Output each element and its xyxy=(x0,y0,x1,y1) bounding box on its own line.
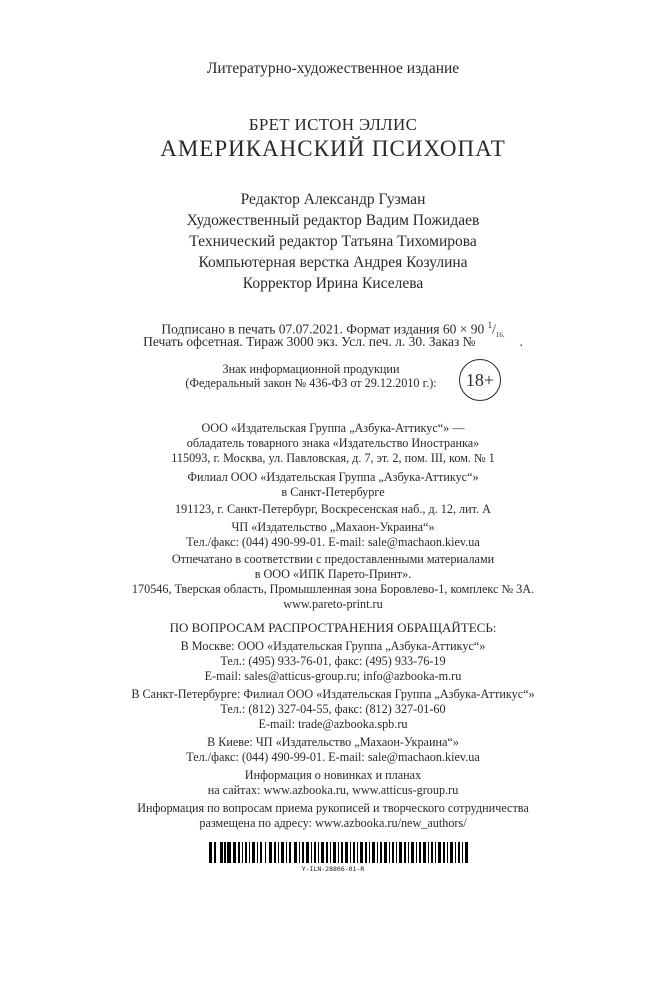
printer-website: www.pareto-print.ru xyxy=(283,597,383,611)
format-fraction-denominator: 16 xyxy=(495,331,503,340)
barcode-icon xyxy=(209,842,469,863)
kiev-distributor: В Киеве: ЧП «Издательство „Махаон-Украина“» xyxy=(207,735,459,749)
publisher-address: 115093, г. Москва, ул. Павловская, д. 7, эт. 2, пом. III, ком. № 1 xyxy=(171,451,495,465)
publisher-name: ООО «Издательская Группа „Азбука-Аттикус“» — xyxy=(201,421,465,435)
spb-branch-address: 191123, г. Санкт-Петербург, Воскресенская наб., д. 12, лит. А xyxy=(175,502,491,516)
publisher-trademark: обладатель товарного знака «Издательство Иностранка» xyxy=(186,436,480,450)
credit-art-editor: Художественный редактор Вадим Пожидаев xyxy=(186,212,480,229)
moscow-emails: E-mail: sales@atticus-group.ru; info@azbooka-m.ru xyxy=(204,669,462,683)
print-run-text: Печать офсетная. Тираж 3000 экз. Усл. печ. л. 30. Заказ № xyxy=(143,334,476,349)
info-product-sign xyxy=(175,362,447,390)
credit-editor: Редактор Александр Гузман xyxy=(240,191,426,208)
printer-line1: Отпечатано в соответствии с предоставленными материалами xyxy=(171,552,495,566)
info-sign-line1: Знак информационной продукции xyxy=(222,362,400,376)
news-info-line1: Информация о новинках и планах xyxy=(244,768,422,782)
format-fraction-numerator: 1 xyxy=(487,320,493,330)
spb-distributor: В Санкт-Петербурге: Филиал ООО «Издательская Группа „Азбука-Аттикус“» xyxy=(131,687,535,701)
spb-email: E-mail: trade@azbooka.spb.ru xyxy=(258,717,408,731)
book-title: АМЕРИКАНСКИЙ ПСИХОПАТ xyxy=(160,136,506,161)
ukraine-contacts: Тел./факс: (044) 490-99-01. E-mail: sale@machaon.kiev.ua xyxy=(186,535,480,549)
moscow-distributor: В Москве: ООО «Издательская Группа „Азбука-Аттикус“» xyxy=(180,639,486,653)
ukraine-publisher: ЧП «Издательство „Махаон-Украина“» xyxy=(231,520,435,534)
news-info-sites: на сайтах: www.azbooka.ru, www.atticus-group.ru xyxy=(207,783,459,797)
moscow-phones: Тел.: (495) 933-76-01, факс: (495) 933-76-19 xyxy=(220,654,446,668)
spb-branch-city: в Санкт-Петербурге xyxy=(281,485,385,499)
book-author: БРЕТ ИСТОН ЭЛЛИС xyxy=(248,115,418,134)
spb-phones: Тел.: (812) 327-04-55, факс: (812) 327-01-60 xyxy=(220,702,446,716)
credit-proofreader: Корректор Ирина Киселева xyxy=(242,275,424,292)
genre-label: Литературно-художественное издание xyxy=(206,60,460,77)
age-rating-badge: 18+ xyxy=(459,359,501,401)
distribution-heading: ПО ВОПРОСАМ РАСПРОСТРАНЕНИЯ ОБРАЩАЙТЕСЬ: xyxy=(169,620,497,635)
print-info-text: Подписано в печать 07.07.2021. Формат издания 60 × 90 xyxy=(161,321,485,337)
credit-layout: Компьютерная верстка Андрея Козулина xyxy=(198,254,468,271)
printer-name: в ООО «ИПК Парето-Принт». xyxy=(254,567,412,581)
format-fraction-slash: / xyxy=(492,321,496,337)
manuscripts-info-url: размещена по адресу: www.azbooka.ru/new_authors/ xyxy=(199,816,467,830)
credit-tech-editor: Технический редактор Татьяна Тихомирова xyxy=(189,233,477,250)
kiev-contacts: Тел./факс: (044) 490-99-01. E-mail: sale@machaon.kiev.ua xyxy=(186,750,480,764)
format-fraction-tail: . xyxy=(502,331,505,340)
barcode-label: Y-ILN-28806-01-R xyxy=(301,865,365,873)
printer-address: 170546, Тверская область, Промышленная зона Боровлево-1, комплекс № 3А. xyxy=(131,582,535,596)
print-info-line2 xyxy=(0,334,666,349)
order-number-tail: . xyxy=(519,334,523,349)
info-sign-line2: (Федеральный закон № 436-ФЗ от 29.12.2010 г.): xyxy=(185,376,437,390)
manuscripts-info-line1: Информация по вопросам приема рукописей и творческого сотрудничества xyxy=(137,801,529,815)
spb-branch-name: Филиал ООО «Издательская Группа „Азбука-Аттикус“» xyxy=(187,470,479,484)
